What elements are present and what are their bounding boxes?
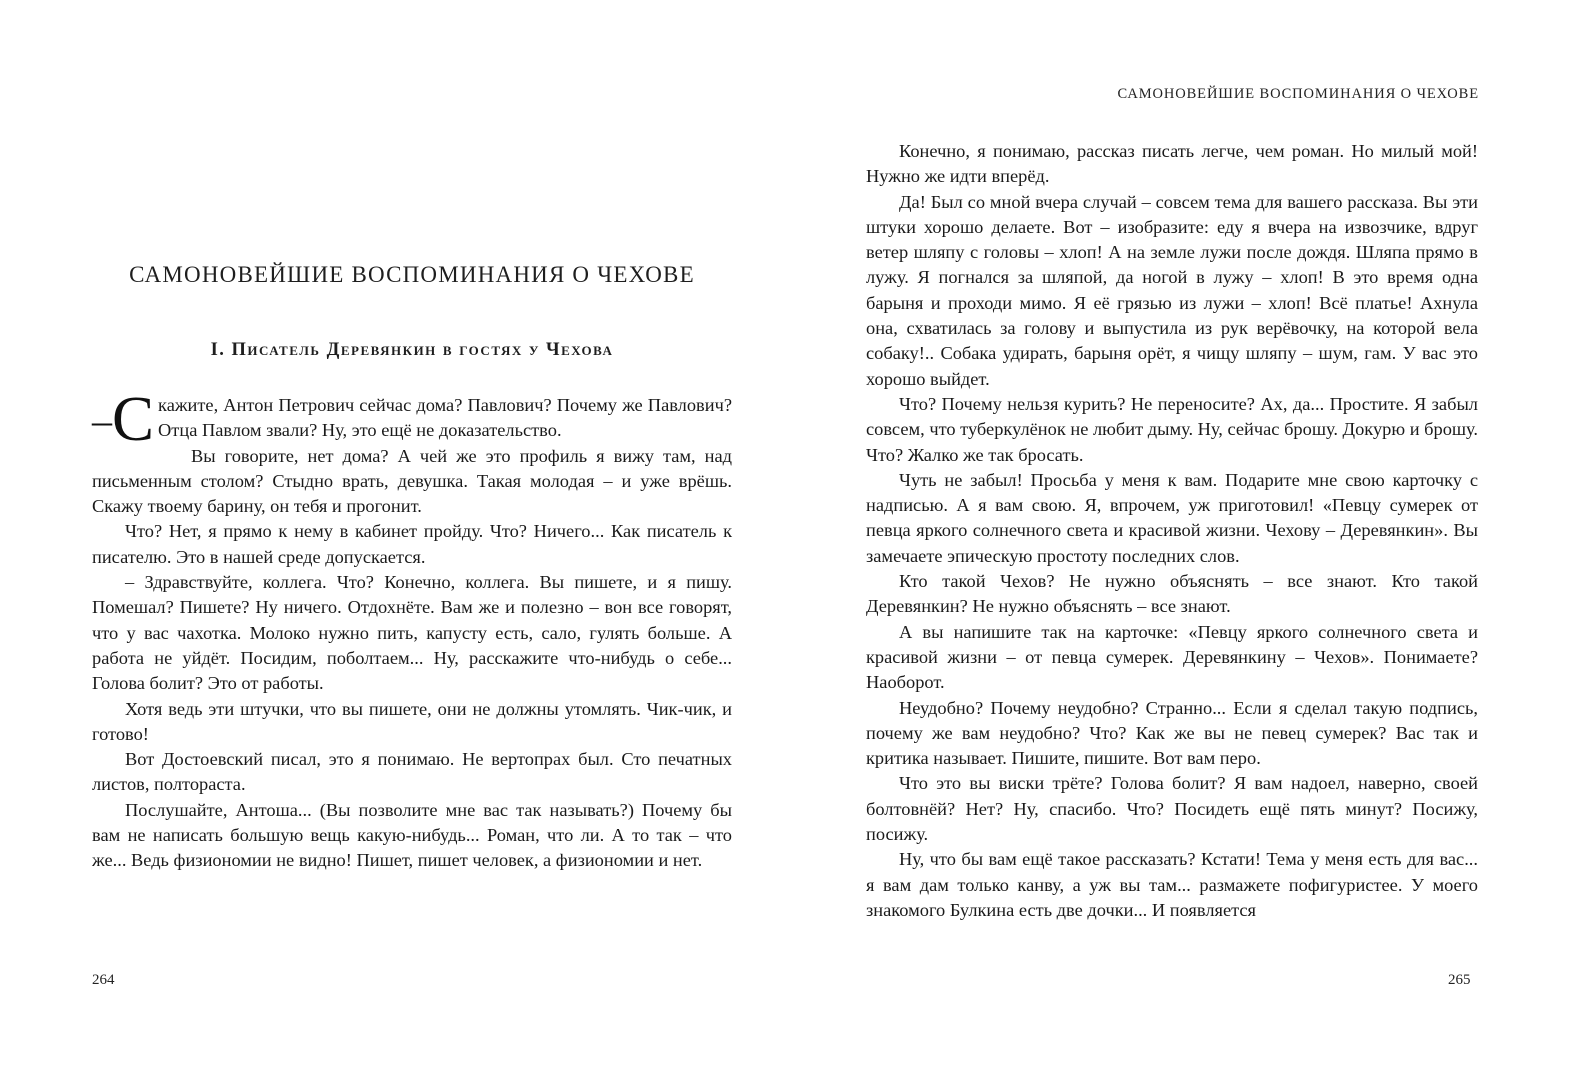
- paragraph: Хотя ведь эти штучки, что вы пишете, они не должны утомлять. Чик-чик, и готово!: [92, 698, 732, 744]
- paragraph: Ну, что бы вам ещё такое рассказать? Кстати! Тема у меня есть для вас... я вам дам только канву, а уж вы там... размажете пофигуристее. У моего знакомого Булкина есть две дочки... И появляется: [866, 849, 1478, 920]
- paragraph: Конечно, я понимаю, рассказ писать легче, чем роман. Но милый мой! Нужно же идти вперёд.: [866, 141, 1478, 187]
- drop-cap-letter: С: [112, 384, 155, 454]
- drop-cap-dash: –: [92, 398, 112, 443]
- paragraph: Вы говорите, нет дома? А чей же это профиль я вижу там, над письменным столом? Стыдно врать, девушка. Такая молодая – и уже врёшь. Скажу твоему барину, он тебя и прогонит.: [92, 445, 732, 517]
- paragraph: Послушайте, Антоша... (Вы позволите мне вас так называть?) Почему бы вам не написать большую вещь какую-нибудь... Роман, что ли. А то так – что же... Ведь физиономии не видно! Пишет, пишет человек, а физиономии и нет.: [92, 799, 732, 871]
- page-number-right: 265: [1448, 972, 1471, 988]
- paragraph: Что это вы виски трёте? Голова болит? Я вам надоел, наверно, своей болтовнёй? Нет? Ну, спасибо. Что? Посидеть ещё пять минут? Посижу, посижу.: [866, 773, 1478, 845]
- section-title: I. Писатель Деревянкин в гостях у Чехова: [210, 340, 614, 360]
- paragraph: Что? Нет, я прямо к нему в кабинет пройду. Что? Ничего... Как писатель к писателю. Это в нашей среде допускается.: [92, 521, 732, 567]
- chapter-title: САМОНОВЕЙШИЕ ВОСПОМИНАНИЯ О ЧЕХОВЕ: [129, 262, 695, 287]
- drop-cap: [92, 384, 155, 454]
- paragraph: Кто такой Чехов? Не нужно объяснять – все знают. Кто такой Деревянкин? Не нужно объяснять – все знают.: [866, 571, 1478, 617]
- page-number-left: 264: [92, 972, 115, 988]
- paragraph: Неудобно? Почему неудобно? Странно... Если я сделал такую подпись, почему же вам неудобно? Что? Как же вы не певец сумерек? Вас так и критика называет. Пишите, пишите. Вот вам перо.: [866, 697, 1478, 769]
- paragraph: А вы напишите так на карточке: «Певцу яркого солнечного света и красивой жизни – от певца сумерек. Деревянкину – Чехов». Понимаете? Наоборот.: [866, 621, 1478, 693]
- paragraph: Вот Достоевский писал, это я понимаю. Не вертопрах был. Сто печатных листов, полтораста.: [92, 749, 732, 795]
- paragraph: – Здравствуйте, коллега. Что? Конечно, коллега. Вы пишете, и я пишу. Помешал? Пишете? Ну ничего. Отдохнёте. Вам же и полезно – вон все говорят, что у вас чахотка. Молоко нужно пить, капусту есть, сало, гулять больше. А работа не уйдёт. Посидим, поболтаем... Ну, расскажите что-нибудь о себе... Голова болит? Это от работы.: [92, 572, 732, 694]
- paragraph-text: кажите, Антон Петрович сейчас дома? Павлович? Почему же Павлович? Отца Павлом звали? Ну, это ещё не доказательство.: [158, 395, 732, 441]
- left-body-text: [92, 384, 732, 874]
- paragraph: Да! Был со мной вчера случай – совсем тема для вашего рассказа. Вы эти штуки хорошо делаете. Вот – изобразите: еду я вчера на извозчике, вдруг ветер шляпу с головы – хлоп! А на земле лужи после дождя. Шляпа прямо в лужу. Я погнался за шляпой, да ногой в лужу – хлоп! В это время одна барыня и проходи мимо. Я её грязью из лужи – хлоп! Всё платье! Ахнула она, схватилась за голову и выпустила из рук верёвочку, на которой вела собаку!.. Собака удирать, барыня орёт, я чищу шляпу – шум, гам. У вас это хорошо выйдет.: [866, 191, 1478, 389]
- paragraph: Что? Почему нельзя курить? Не переносите? Ах, да... Простите. Я забыл совсем, что туберкулёнок не любит дыму. Ну, сейчас брошу. Докурю и брошу. Что? Жалко же так бросать.: [866, 393, 1478, 465]
- right-body-text: [866, 139, 1478, 923]
- running-head: САМОНОВЕЙШИЕ ВОСПОМИНАНИЯ О ЧЕХОВЕ: [1117, 86, 1479, 102]
- paragraph: Чуть не забыл! Просьба у меня к вам. Подарите мне свою карточку с надписью. А я вам свою. Я, впрочем, уж приготовил! «Певцу сумерек от певца яркого солнечного света и красивой жизни. Чехову – Деревянкин». Вы замечаете эпическую простоту последних слов.: [866, 469, 1478, 566]
- left-page: [0, 0, 788, 1080]
- opening-paragraph: [92, 384, 732, 454]
